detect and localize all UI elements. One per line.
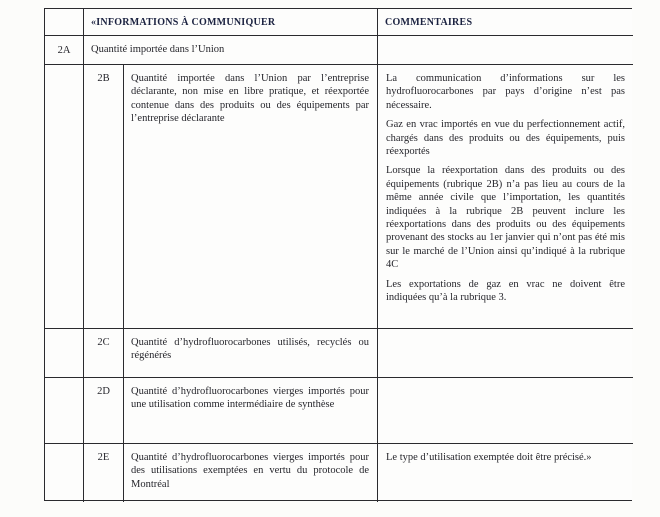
row-2c-info: Quantité d’hydrofluorocarbones utilisés, recyclés ou régénérés xyxy=(124,329,378,378)
comment-paragraph: Lorsque la réexportation dans des produits ou des équipements (rubrique 2B) n’a pas lieu au cours de la même année civile que l’importation, les quantités indiquées à la rubrique 2B peuvent inclure les réexportations dans des produits ou des équipements provenant des stocks au 1er janvier qui n’ont pas été mis sur le marché de l’Union ainsi qu’indiqué à la rubrique 4C xyxy=(386,165,625,271)
row-2d-spacer xyxy=(45,378,84,444)
row-2e-info: Quantité d’hydrofluorocarbones vierges importés pour des utilisations exemptées en vertu du protocole de Montréal xyxy=(124,444,378,502)
comment-paragraph: Les exportations de gaz en vrac ne doivent être indiquées qu’à la rubrique 3. xyxy=(386,278,625,304)
row-2a-comments xyxy=(378,36,633,65)
row-2e-spacer xyxy=(45,444,84,502)
comment-paragraph: Le type d’utilisation exemptée doit être précisé.» xyxy=(386,452,592,463)
row-2b-spacer xyxy=(45,65,84,329)
row-2d-id: 2D xyxy=(84,378,124,444)
regulation-table xyxy=(44,8,632,501)
row-2c-id: 2C xyxy=(84,329,124,378)
header-info-label: «INFORMATIONS À COMMUNIQUER xyxy=(91,16,276,28)
row-2a-id: 2A xyxy=(45,36,84,65)
header-info-column xyxy=(84,9,378,36)
header-id-cell xyxy=(45,9,84,36)
row-2c-spacer xyxy=(45,329,84,378)
comment-paragraph: Gaz en vrac importés en vue du perfectionnement actif, chargés dans des produits ou des équipements, puis réexportés xyxy=(386,119,625,158)
header-comments-label: COMMENTAIRES xyxy=(385,16,473,28)
row-2b-comments xyxy=(378,65,633,329)
header-comments-column xyxy=(378,9,633,36)
row-2e-id: 2E xyxy=(84,444,124,502)
row-2d-info: Quantité d’hydrofluorocarbones vierges importés pour une utilisation comme intermédiaire de synthèse xyxy=(124,378,378,444)
row-2b-info: Quantité importée dans l’Union par l’entreprise déclarante, non mise en libre pratique, et réexportée contenue dans des produits ou des équipements par l’entreprise déclarante xyxy=(124,65,378,329)
comment-paragraph: La communication d’informations sur les hydrofluorocarbones par pays d’origine n’est pas nécessaire. xyxy=(386,73,625,111)
row-2a-info: Quantité importée dans l’Union xyxy=(84,36,378,65)
row-2e-comments xyxy=(378,444,633,502)
row-2d-comments xyxy=(378,378,633,444)
row-2b-id: 2B xyxy=(84,65,124,329)
row-2c-comments xyxy=(378,329,633,378)
